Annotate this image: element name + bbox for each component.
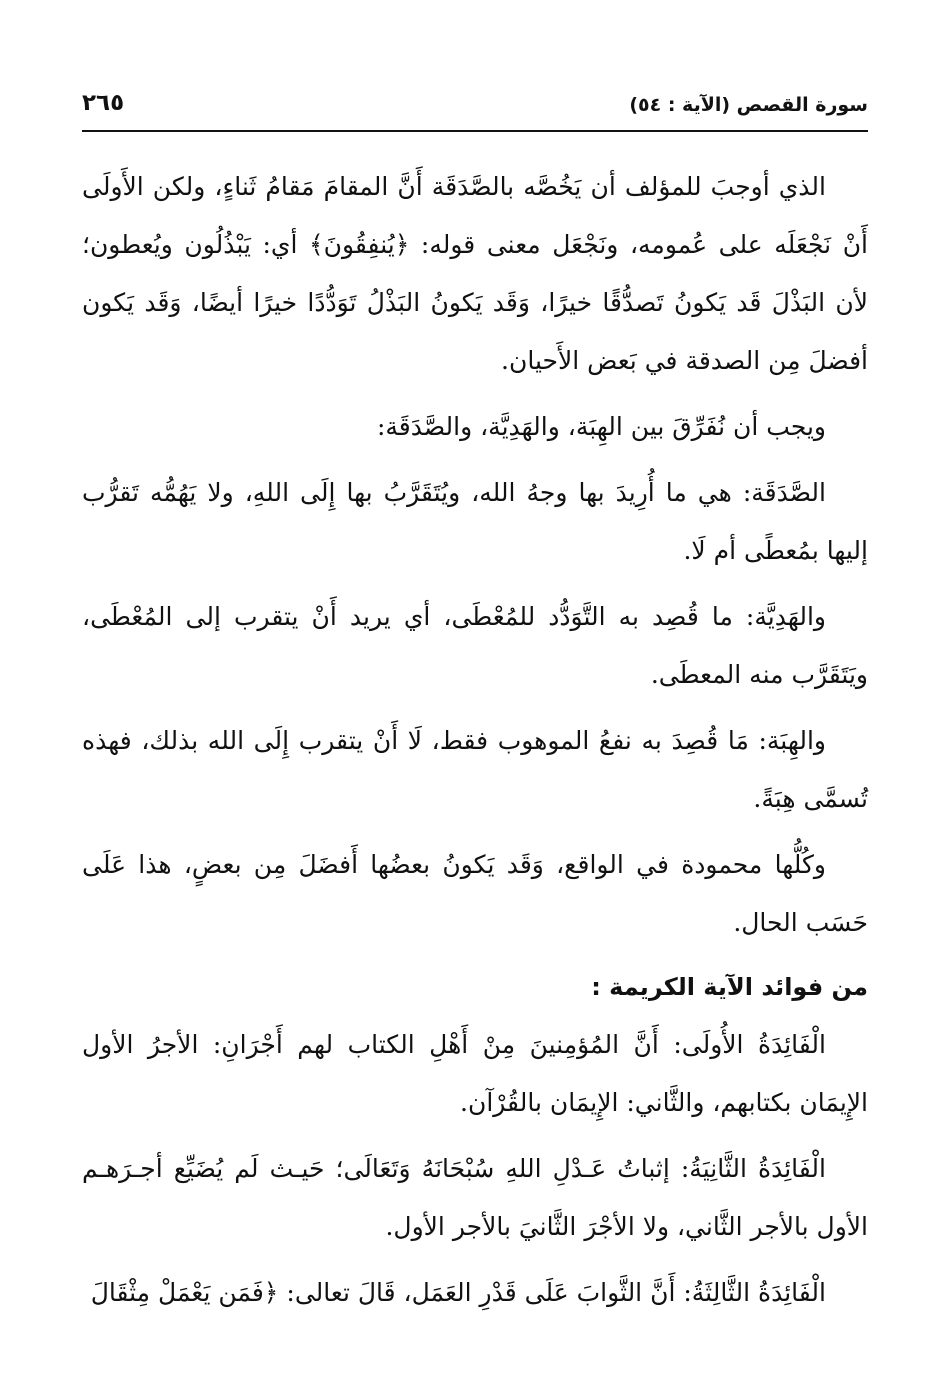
section-heading: من فوائد الآية الكريمة :: [591, 973, 868, 1001]
paragraph: الصَّدَقَة: هي ما أُرِيدَ بها وجهُ الله، ويُتَقَرَّبُ بها إِلَى اللهِ، ولا يَهُمُّه تَقرُّب إليها بمُعطًى أم لَا.: [82, 478, 868, 565]
running-header-title: سورة القصص (الآية : ٥٤): [629, 94, 868, 116]
benefit-paragraph: الْفَائِدَةُ الثَّانِيَةُ: إثباتُ عَـدْلِ اللهِ سُبْحَانَهُ وَتَعَالَى؛ حَيـث لَم يُضَيِّع أجـرَهـم الأول بالأجر الثَّاني، ولا الأجْرَ الثَّانيَ بالأجر الأول.: [82, 1154, 868, 1241]
benefit-paragraph: الْفَائِدَةُ الأُولَى: أَنَّ المُؤمِنينَ مِنْ أَهْلِ الكتاب لهم أَجْرَانِ: الأجرُ الأول الإِيمَان بكتابهم، والثَّاني: الإِيمَان بالقُرْآن.: [82, 1030, 868, 1117]
header-divider: [82, 130, 868, 132]
benefit-paragraph: الْفَائِدَةُ الثَّالِثَةُ: أَنَّ الثَّوابَ عَلَى قَدْرِ العَمَل، قَالَ تعالى: ﴿فَمَن يَعْمَلْ مِثْقَالَ: [90, 1278, 826, 1307]
paragraph: ويجب أن نُفَرِّقَ بين الهِبَة، والهَدِيَّة، والصَّدَقَة:: [376, 412, 826, 441]
paragraph: وكُلُّها محمودة في الواقع، وَقَد يَكونُ بعضُها أَفضَلَ مِن بعضٍ، هذا عَلَى حَسَب الحال.: [82, 850, 868, 937]
body-text: [82, 158, 868, 1322]
page-number: ٢٦٥: [82, 90, 125, 116]
paragraph: الذي أوجبَ للمؤلف أن يَخُصَّه بالصَّدَقَة أَنَّ المقامَ مَقامُ ثَناءٍ، ولكن الأَولَى أَنْ نَجْعَلَه على عُمومه، ونَجْعَل معنى قوله: ﴿يُنفِقُونَ﴾ أي: يَبْذُلُون ويُعطون؛ لأن البَذْلَ قَد يَكونُ تَصدُّقًا خيرًا، وَقَد يَكونُ البَذْلُ تَوَدُّدًا خيرًا أيضًا، وَقَد يَكون أفضلَ مِن الصدقة في بَعض الأَحيان.: [82, 172, 868, 375]
running-header: [82, 88, 868, 128]
paragraph: والهِبَة: مَا قُصِدَ به نفعُ الموهوب فقط، لَا أَنْ يتقرب إِلَى الله بذلك، فهذه تُسمَّى هِبَةً.: [82, 726, 868, 813]
paragraph: والهَدِيَّة: ما قُصِد به التَّوَدُّد للمُعْطَى، أي يريد أَنْ يتقرب إلى المُعْطَى، ويَتَقَرَّب منه المعطَى.: [82, 602, 868, 689]
